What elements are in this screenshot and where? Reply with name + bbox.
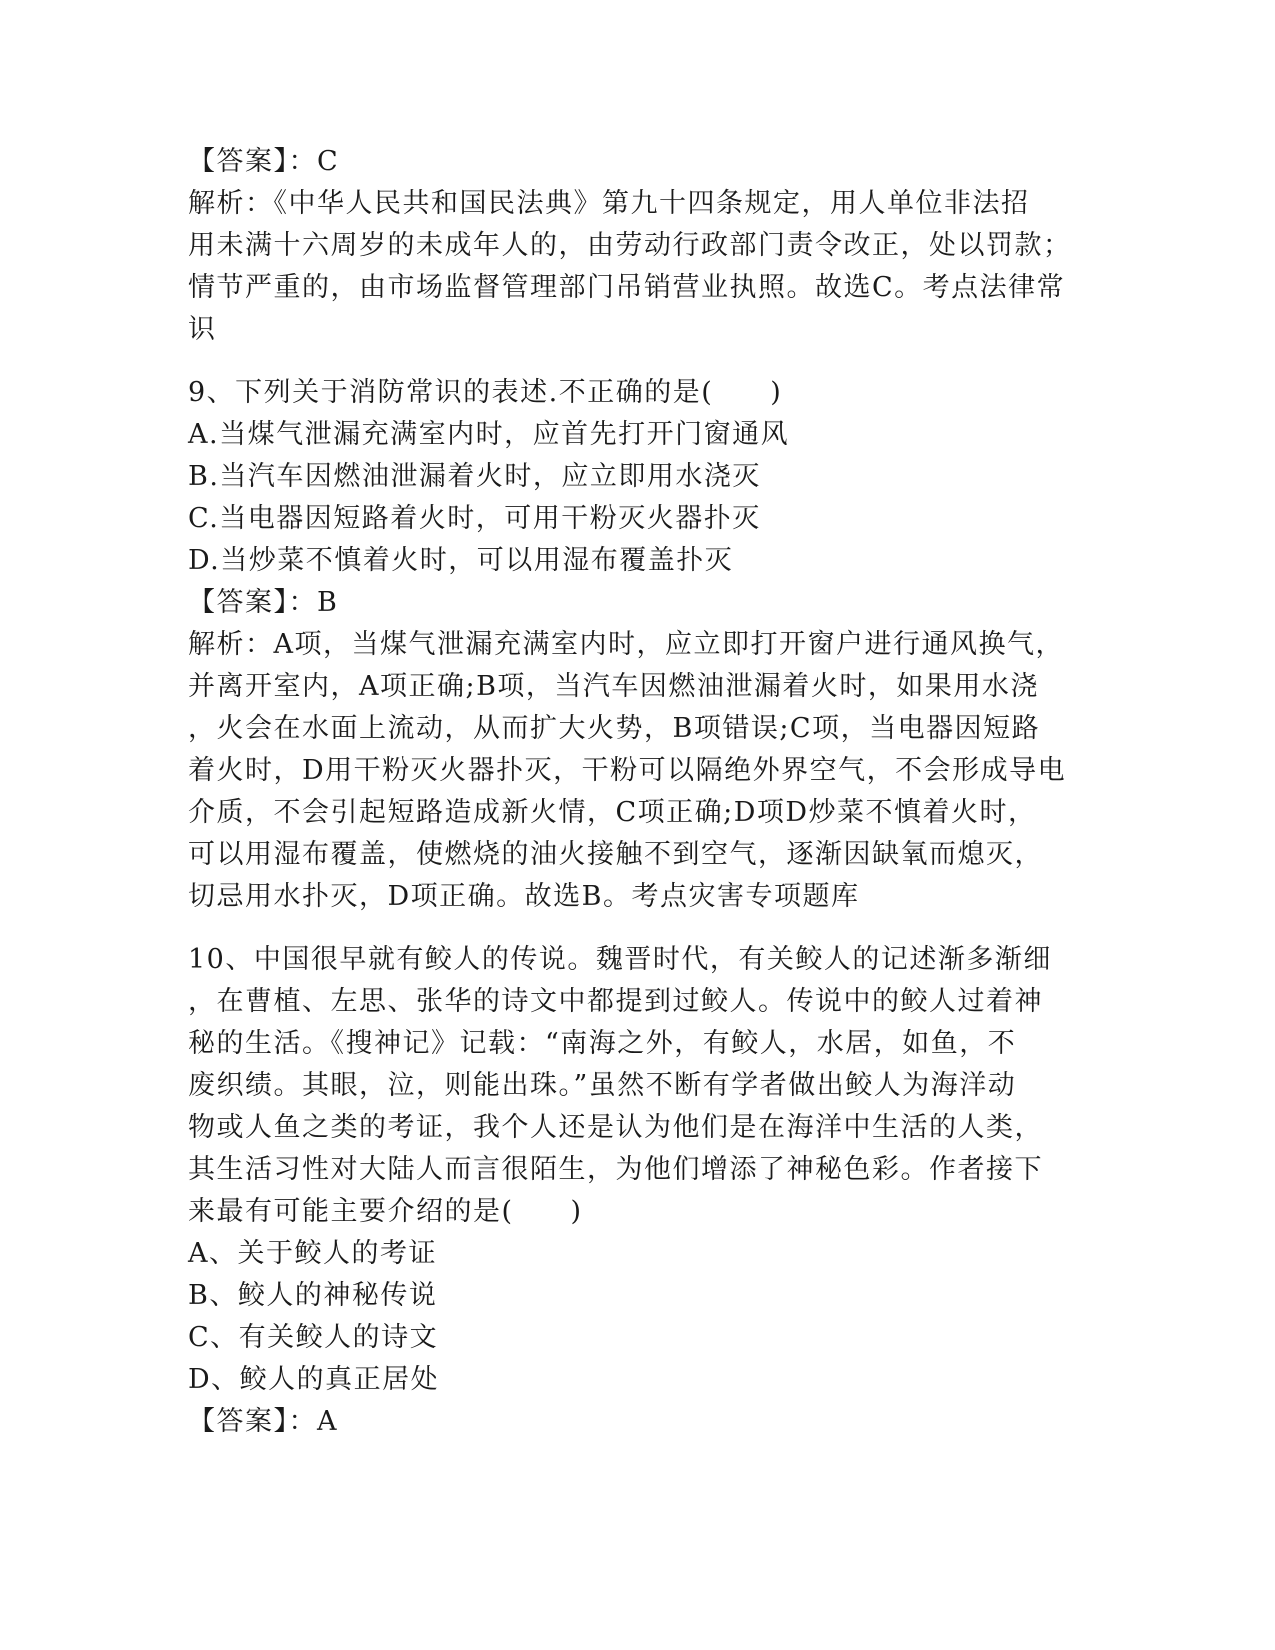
q10-stem-line-7: 来最有可能主要介绍的是( ) (188, 1196, 583, 1227)
q9-analysis-line-5: 介质，不会引起短路造成新火情，C项正确;D项D炒菜不慎着火时， (188, 797, 1037, 828)
q10-stem-line-1: 10、中国很早就有鲛人的传说。魏晋时代，有关鲛人的记述渐多渐细 (188, 944, 1052, 975)
q9-analysis-line-1: 解析：A项，当煤气泄漏充满室内时，应立即打开窗户进行通风换气， (188, 629, 1064, 660)
q9-option-d: D.当炒菜不慎着火时，可以用湿布覆盖扑灭 (188, 545, 734, 576)
q10-answer: 【答案】：A (188, 1406, 338, 1437)
q9-option-b: B.当汽车因燃油泄漏着火时，应立即用水浇灭 (188, 461, 761, 492)
q10-stem-line-4: 废织绩。其眼，泣，则能出珠。”虽然不断有学者做出鲛人为海洋动 (188, 1070, 1017, 1101)
q9-analysis-line-6: 可以用湿布覆盖，使燃烧的油火接触不到空气，逐渐因缺氧而熄灭， (188, 839, 1043, 870)
q10-stem-line-5: 物或人鱼之类的考证，我个人还是认为他们是在海洋中生活的人类， (188, 1112, 1043, 1143)
q9-stem: 9、下列关于消防常识的表述.不正确的是( ) (188, 377, 783, 408)
q9-analysis-line-2: 并离开室内，A项正确;B项，当汽车因燃油泄漏着火时，如果用水浇 (188, 671, 1039, 702)
q9-option-a: A.当煤气泄漏充满室内时，应首先打开门窗通风 (188, 419, 790, 450)
q9-option-c: C.当电器因短路着火时，可用干粉灭火器扑灭 (188, 503, 761, 534)
q10-option-d: D、鲛人的真正居处 (188, 1364, 440, 1395)
q9-analysis-line-3: ，火会在水面上流动，从而扩大火势，B项错误;C项，当电器因短路 (188, 713, 1041, 744)
q9-analysis-line-7: 切忌用水扑灭，D项正确。故选B。考点灾害专项题库 (188, 881, 860, 912)
q10-stem-line-6: 其生活习性对大陆人而言很陌生，为他们增添了神秘色彩。作者接下 (188, 1154, 1043, 1185)
q8-answer: 【答案】：C (188, 146, 340, 177)
q8-analysis-line-1: 解析：《中华人民共和国民法典》第九十四条规定，用人单位非法招 (188, 188, 1030, 219)
q8-analysis-line-3: 情节严重的，由市场监督管理部门吊销营业执照。故选C。考点法律常 (188, 272, 1066, 303)
q9-analysis-line-4: 着火时，D用干粉灭火器扑灭，干粉可以隔绝外界空气，不会形成导电 (188, 755, 1067, 786)
q8-analysis-line-2: 用未满十六周岁的未成年人的，由劳动行政部门责令改正，处以罚款； (188, 230, 1072, 261)
q10-option-b: B、鲛人的神秘传说 (188, 1280, 438, 1311)
q10-stem-line-2: ，在曹植、左思、张华的诗文中都提到过鲛人。传说中的鲛人过着神 (188, 986, 1043, 1017)
q10-option-a: A、关于鲛人的考证 (188, 1238, 437, 1269)
q8-analysis-line-4: 识 (188, 314, 217, 345)
q10-stem-line-3: 秘的生活。《搜神记》记载：“南海之外，有鲛人，水居，如鱼，不 (188, 1028, 1017, 1059)
q9-answer: 【答案】：B (188, 587, 339, 618)
q10-option-c: C、有关鲛人的诗文 (188, 1322, 439, 1353)
